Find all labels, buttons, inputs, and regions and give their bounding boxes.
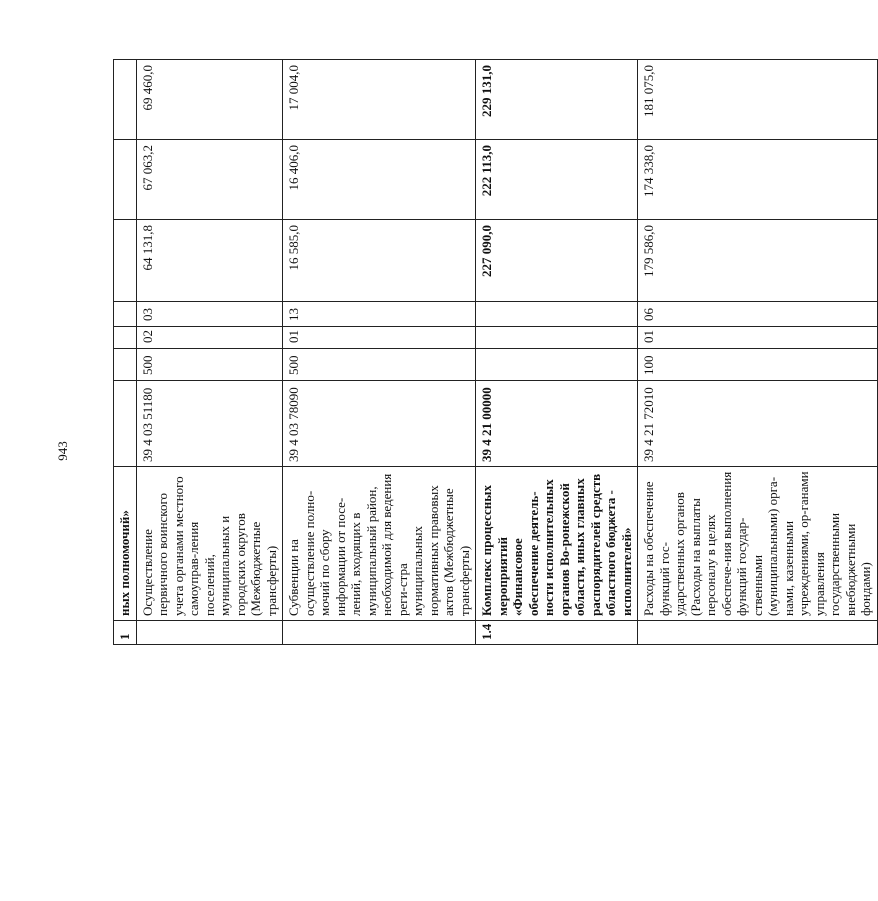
row-name: Расходы на обеспечение функций гос-ударственных органов (Расходы на выплаты персоналу в целях обеспече-ния выполнения функций государ-ственными (муниципальными) орга-нами, казенными учреждениями, ор-ганами управления государственными внебюджетными фондами) — [638, 467, 878, 621]
row-vr — [476, 349, 638, 381]
row-id: 1.4 — [476, 621, 638, 645]
row-kcsr: 39 4 21 72010 — [638, 381, 878, 467]
rotated-page — [113, 60, 873, 645]
row-year2 — [114, 140, 137, 220]
row-year3 — [114, 60, 137, 140]
row-id: 1 — [114, 621, 137, 645]
row-id — [283, 621, 476, 645]
row-year1: 179 586,0 — [638, 220, 878, 302]
row-pr: 03 — [136, 302, 283, 327]
row-id — [136, 621, 283, 645]
table-row — [136, 60, 283, 645]
row-pr: 13 — [283, 302, 476, 327]
row-year3: 229 131,0 — [476, 60, 638, 140]
row-year1: 227 090,0 — [476, 220, 638, 302]
table-row — [476, 60, 638, 645]
row-pr — [114, 302, 137, 327]
row-kcsr — [114, 381, 137, 467]
row-rz — [476, 327, 638, 349]
row-rz: 01 — [283, 327, 476, 349]
row-kcsr: 39 4 03 78090 — [283, 381, 476, 467]
row-vr: 100 — [638, 349, 878, 381]
row-name: Субвенции на осуществление полно-мочий по сбору информации от посе-лений, входящих в муниципальный район, необходимой для ведения реги-стра муниципальных нормативных правовых актов (Межбюджетные трансферты) — [283, 467, 476, 621]
row-vr: 500 — [136, 349, 283, 381]
row-rz — [114, 327, 137, 349]
row-kcsr: 39 4 21 00000 — [476, 381, 638, 467]
row-rz: 02 — [136, 327, 283, 349]
row-pr — [476, 302, 638, 327]
row-year1: 64 131,8 — [136, 220, 283, 302]
row-year3: 181 075,0 — [638, 60, 878, 140]
row-vr: 500 — [283, 349, 476, 381]
row-rz: 01 — [638, 327, 878, 349]
row-year3: 69 460,0 — [136, 60, 283, 140]
row-year3: 17 004,0 — [283, 60, 476, 140]
page-number: 943 — [55, 441, 70, 461]
row-vr — [114, 349, 137, 381]
row-name: Осуществление первичного воинского учета органами местного самоуправ-ления поселений, муниципальных и городских округов (Межбюджетные трансферты) — [136, 467, 283, 621]
row-name: ных полномочий» — [114, 467, 137, 621]
row-pr: 06 — [638, 302, 878, 327]
row-kcsr: 39 4 03 51180 — [136, 381, 283, 467]
budget-table — [113, 59, 878, 645]
row-year2: 16 406,0 — [283, 140, 476, 220]
row-year2: 67 063,2 — [136, 140, 283, 220]
row-year2: 222 113,0 — [476, 140, 638, 220]
row-name: Комплекс процессных мероприятий «Финансовое обеспечение деятель-ности исполнительных органов Во-ронежской области, иных главных распорядителей средств областного бюджета - исполнителей» — [476, 467, 638, 621]
row-year1 — [114, 220, 137, 302]
table-row — [283, 60, 476, 645]
row-id — [638, 621, 878, 645]
row-year1: 16 585,0 — [283, 220, 476, 302]
row-year2: 174 338,0 — [638, 140, 878, 220]
table-row — [638, 60, 878, 645]
table-row — [114, 60, 137, 645]
